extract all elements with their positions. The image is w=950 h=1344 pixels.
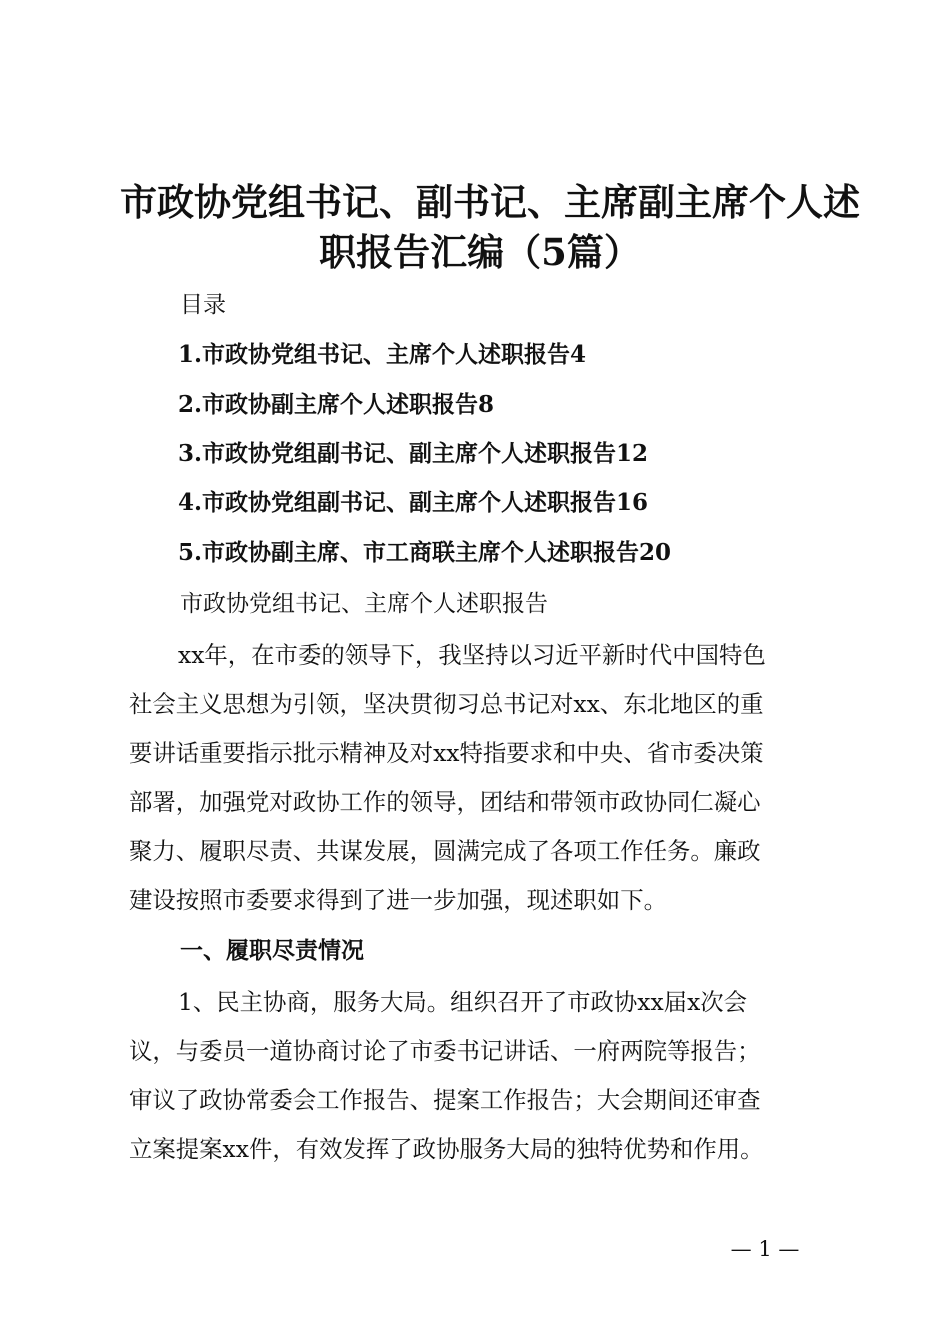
toc-item: 4.市政协党组副书记、副主席个人述职报告16	[178, 489, 649, 516]
paragraph-line: 要讲话重要指示批示精神及对xx特指要求和中央、省市委决策	[129, 739, 764, 767]
paragraph-line: 立案提案xx件，有效发挥了政协服务大局的独特优势和作用。	[129, 1135, 764, 1163]
paragraph-line: 议，与委员一道协商讨论了市委书记讲话、一府两院等报告；	[129, 1037, 761, 1065]
paragraph-line: 审议了政协常委会工作报告、提案工作报告；大会期间还审查	[129, 1086, 761, 1114]
paragraph-line: 建设按照市委要求得到了进一步加强，现述职如下。	[129, 886, 667, 914]
toc-item: 3.市政协党组副书记、副主席个人述职报告12	[178, 440, 649, 467]
paragraph-line: xx年，在市委的领导下，我坚持以习近平新时代中国特色	[178, 641, 766, 669]
section-heading: 一、履职尽责情况	[180, 937, 364, 964]
article-title: 市政协党组书记、主席个人述职报告	[180, 591, 548, 617]
toc-item: 5.市政协副主席、市工商联主席个人述职报告20	[178, 539, 672, 566]
document-title-line-2: 职报告汇编（5篇）	[319, 230, 641, 274]
paragraph-line: 聚力、履职尽责、共谋发展，圆满完成了各项工作任务。廉政	[129, 837, 761, 865]
toc-item: 1.市政协党组书记、主席个人述职报告4	[178, 341, 587, 368]
paragraph-line: 部署，加强党对政协工作的领导，团结和带领市政协同仁凝心	[129, 788, 761, 816]
toc-item: 2.市政协副主席个人述职报告8	[178, 391, 495, 418]
page-number: — 1 —	[730, 1237, 800, 1261]
document-title-line-1: 市政协党组书记、副书记、主席副主席个人述	[120, 180, 860, 224]
paragraph-line: 社会主义思想为引领，坚决贯彻习总书记对xx、东北地区的重	[129, 690, 764, 718]
toc-heading: 目录	[180, 292, 226, 318]
paragraph-line: 1、民主协商，服务大局。组织召开了市政协xx届x次会	[178, 988, 748, 1016]
